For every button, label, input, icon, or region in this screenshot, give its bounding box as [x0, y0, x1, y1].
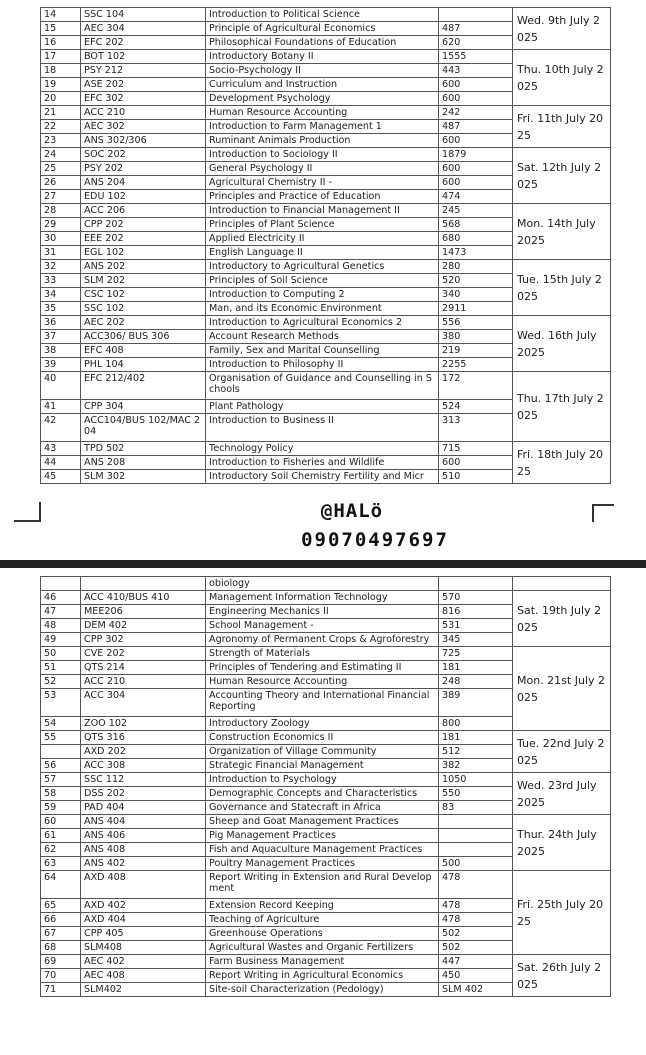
candidate-count-cell: 219 — [439, 344, 513, 358]
course-code-cell: EFC 212/402 — [81, 372, 206, 400]
candidate-count-cell: 1555 — [439, 50, 513, 64]
serial-cell: 43 — [41, 442, 81, 456]
course-title-cell: Family, Sex and Marital Counselling — [206, 344, 439, 358]
candidate-count-cell: 600 — [439, 92, 513, 106]
course-title-cell: obiology — [206, 577, 439, 591]
course-title-cell: Principles of Tendering and Estimating II — [206, 661, 439, 675]
exam-date-cell: Wed. 16th July 2025 — [513, 316, 611, 372]
course-code-cell: DSS 202 — [81, 787, 206, 801]
watermark-handle: @HALö — [320, 500, 384, 522]
course-title-cell: Introductory Botany II — [206, 50, 439, 64]
course-title-cell: Strength of Materials — [206, 647, 439, 661]
course-code-cell: ANS 208 — [81, 456, 206, 470]
serial-cell: 61 — [41, 829, 81, 843]
course-code-cell: TPD 502 — [81, 442, 206, 456]
course-title-cell: Applied Electricity II — [206, 232, 439, 246]
course-title-cell: Farm Business Management — [206, 955, 439, 969]
course-code-cell: ACC 304 — [81, 689, 206, 717]
course-title-cell: Agronomy of Permanent Crops & Agroforestry — [206, 633, 439, 647]
course-code-cell: CVE 202 — [81, 647, 206, 661]
candidate-count-cell: 2911 — [439, 302, 513, 316]
candidate-count-cell — [439, 8, 513, 22]
course-title-cell: Demographic Concepts and Characteristics — [206, 787, 439, 801]
course-code-cell: CSC 102 — [81, 288, 206, 302]
candidate-count-cell: 531 — [439, 619, 513, 633]
course-title-cell: Agricultural Chemistry II - — [206, 176, 439, 190]
course-code-cell: ACC306/ BUS 306 — [81, 330, 206, 344]
serial-cell: 29 — [41, 218, 81, 232]
candidate-count-cell: 510 — [439, 470, 513, 484]
serial-cell: 48 — [41, 619, 81, 633]
course-code-cell: ACC 308 — [81, 759, 206, 773]
candidate-count-cell: 478 — [439, 899, 513, 913]
page-divider — [0, 560, 646, 568]
course-title-cell: Extension Record Keeping — [206, 899, 439, 913]
course-title-cell: Fish and Aquaculture Management Practices — [206, 843, 439, 857]
candidate-count-cell: 313 — [439, 414, 513, 442]
exam-date-cell: Mon. 21st July 2025 — [513, 647, 611, 731]
course-title-cell: Technology Policy — [206, 442, 439, 456]
candidate-count-cell: 478 — [439, 913, 513, 927]
course-code-cell: ASE 202 — [81, 78, 206, 92]
course-title-cell: General Psychology II — [206, 162, 439, 176]
candidate-count-cell: 600 — [439, 456, 513, 470]
serial-cell: 35 — [41, 302, 81, 316]
exam-date-cell: Fri. 11th July 2025 — [513, 106, 611, 148]
candidate-count-cell: 487 — [439, 120, 513, 134]
course-code-cell: SSC 112 — [81, 773, 206, 787]
serial-cell: 20 — [41, 92, 81, 106]
candidate-count-cell: 512 — [439, 745, 513, 759]
candidate-count-cell — [439, 815, 513, 829]
candidate-count-cell: 524 — [439, 400, 513, 414]
serial-cell: 21 — [41, 106, 81, 120]
table-row — [41, 577, 611, 591]
exam-date-cell: Tue. 15th July 2025 — [513, 260, 611, 316]
table-row — [41, 316, 611, 330]
course-title-cell: Management Information Technology — [206, 591, 439, 605]
course-code-cell: ANS 302/306 — [81, 134, 206, 148]
exam-timetable-bottom — [40, 576, 611, 997]
course-title-cell: Man, and its Economic Environment — [206, 302, 439, 316]
course-title-cell: Pig Management Practices — [206, 829, 439, 843]
serial-cell: 34 — [41, 288, 81, 302]
serial-cell: 24 — [41, 148, 81, 162]
course-code-cell: ANS 406 — [81, 829, 206, 843]
candidate-count-cell: 816 — [439, 605, 513, 619]
course-code-cell: ZOO 102 — [81, 717, 206, 731]
course-code-cell: AXD 408 — [81, 871, 206, 899]
table-row — [41, 591, 611, 605]
course-title-cell: Introductory Zoology — [206, 717, 439, 731]
candidate-count-cell: 600 — [439, 134, 513, 148]
serial-cell: 33 — [41, 274, 81, 288]
candidate-count-cell: 389 — [439, 689, 513, 717]
candidate-count-cell: 500 — [439, 857, 513, 871]
serial-cell: 59 — [41, 801, 81, 815]
exam-date-cell: Sat. 19th July 2025 — [513, 591, 611, 647]
candidate-count-cell: 520 — [439, 274, 513, 288]
exam-date-cell: Mon. 14th July 2025 — [513, 204, 611, 260]
serial-cell: 47 — [41, 605, 81, 619]
course-title-cell: Introduction to Financial Management II — [206, 204, 439, 218]
table-row — [41, 204, 611, 218]
course-code-cell: SLM408 — [81, 941, 206, 955]
serial-cell: 51 — [41, 661, 81, 675]
exam-date-cell: Fri. 18th July 2025 — [513, 442, 611, 484]
table-row — [41, 8, 611, 22]
course-code-cell: AEC 202 — [81, 316, 206, 330]
serial-cell: 14 — [41, 8, 81, 22]
exam-date-cell: Thu. 17th July 2025 — [513, 372, 611, 442]
serial-cell: 36 — [41, 316, 81, 330]
serial-cell: 45 — [41, 470, 81, 484]
serial-cell: 68 — [41, 941, 81, 955]
serial-cell: 67 — [41, 927, 81, 941]
course-title-cell: Sheep and Goat Management Practices — [206, 815, 439, 829]
candidate-count-cell: 245 — [439, 204, 513, 218]
course-title-cell: Construction Economics II — [206, 731, 439, 745]
table-row — [41, 442, 611, 456]
serial-cell: 41 — [41, 400, 81, 414]
candidate-count-cell: 478 — [439, 871, 513, 899]
candidate-count-cell: 1879 — [439, 148, 513, 162]
candidate-count-cell — [439, 577, 513, 591]
serial-cell: 55 — [41, 731, 81, 745]
course-title-cell: Principles of Plant Science — [206, 218, 439, 232]
course-title-cell: Site-soil Characterization (Pedology) — [206, 983, 439, 997]
course-code-cell: CPP 202 — [81, 218, 206, 232]
serial-cell: 26 — [41, 176, 81, 190]
course-title-cell: Introduction to Fisheries and Wildlife — [206, 456, 439, 470]
candidate-count-cell: 382 — [439, 759, 513, 773]
course-code-cell: ANS 402 — [81, 857, 206, 871]
course-code-cell: QTS 316 — [81, 731, 206, 745]
course-title-cell: Teaching of Agriculture — [206, 913, 439, 927]
course-code-cell: PHL 104 — [81, 358, 206, 372]
exam-date-cell: Tue. 22nd July 2025 — [513, 731, 611, 773]
course-title-cell: Account Research Methods — [206, 330, 439, 344]
serial-cell: 23 — [41, 134, 81, 148]
course-title-cell: Principles of Soil Science — [206, 274, 439, 288]
course-code-cell: AEC 302 — [81, 120, 206, 134]
exam-date-cell: Sat. 12th July 2025 — [513, 148, 611, 204]
serial-cell: 58 — [41, 787, 81, 801]
serial-cell: 52 — [41, 675, 81, 689]
serial-cell: 42 — [41, 414, 81, 442]
candidate-count-cell: 345 — [439, 633, 513, 647]
candidate-count-cell: 680 — [439, 232, 513, 246]
course-code-cell: AXD 402 — [81, 899, 206, 913]
table-row — [41, 871, 611, 899]
candidate-count-cell: 447 — [439, 955, 513, 969]
course-code-cell: CPP 304 — [81, 400, 206, 414]
course-title-cell: Introduction to Philosophy II — [206, 358, 439, 372]
course-title-cell: Development Psychology — [206, 92, 439, 106]
course-code-cell: MEE206 — [81, 605, 206, 619]
candidate-count-cell: 450 — [439, 969, 513, 983]
serial-cell: 65 — [41, 899, 81, 913]
serial-cell: 63 — [41, 857, 81, 871]
candidate-count-cell: 1473 — [439, 246, 513, 260]
course-code-cell: EDU 102 — [81, 190, 206, 204]
serial-cell: 19 — [41, 78, 81, 92]
table-row — [41, 955, 611, 969]
table-row — [41, 148, 611, 162]
course-title-cell: Principle of Agricultural Economics — [206, 22, 439, 36]
serial-cell: 31 — [41, 246, 81, 260]
serial-cell: 15 — [41, 22, 81, 36]
course-code-cell: ACC 210 — [81, 106, 206, 120]
candidate-count-cell: 600 — [439, 162, 513, 176]
serial-cell: 22 — [41, 120, 81, 134]
candidate-count-cell: 550 — [439, 787, 513, 801]
course-code-cell: PSY 212 — [81, 64, 206, 78]
candidate-count-cell: 487 — [439, 22, 513, 36]
course-code-cell: EGL 102 — [81, 246, 206, 260]
course-title-cell: Human Resource Accounting — [206, 106, 439, 120]
serial-cell: 30 — [41, 232, 81, 246]
course-code-cell: ACC104/BUS 102/MAC 204 — [81, 414, 206, 442]
candidate-count-cell: 340 — [439, 288, 513, 302]
course-code-cell: CPP 405 — [81, 927, 206, 941]
timetable-page-bottom — [0, 568, 646, 1055]
course-code-cell: ANS 202 — [81, 260, 206, 274]
candidate-count-cell: 83 — [439, 801, 513, 815]
course-code-cell: SLM 302 — [81, 470, 206, 484]
serial-cell: 18 — [41, 64, 81, 78]
course-title-cell: English Language II — [206, 246, 439, 260]
course-title-cell: Socio-Psychology II — [206, 64, 439, 78]
candidate-count-cell: 248 — [439, 675, 513, 689]
course-code-cell: SLM 202 — [81, 274, 206, 288]
table-row — [41, 260, 611, 274]
course-title-cell: Governance and Statecraft in Africa — [206, 801, 439, 815]
course-title-cell: Introduction to Agricultural Economics 2 — [206, 316, 439, 330]
course-code-cell: PAD 404 — [81, 801, 206, 815]
course-title-cell: Introduction to Political Science — [206, 8, 439, 22]
serial-cell — [41, 745, 81, 759]
table-row — [41, 731, 611, 745]
course-title-cell: Philosophical Foundations of Education — [206, 36, 439, 50]
course-title-cell: Agricultural Wastes and Organic Fertilizers — [206, 941, 439, 955]
serial-cell: 17 — [41, 50, 81, 64]
course-code-cell: ACC 210 — [81, 675, 206, 689]
serial-cell: 37 — [41, 330, 81, 344]
serial-cell: 56 — [41, 759, 81, 773]
course-code-cell: EFC 302 — [81, 92, 206, 106]
serial-cell: 49 — [41, 633, 81, 647]
exam-date-cell: Thu. 10th July 2025 — [513, 50, 611, 106]
course-code-cell: ANS 204 — [81, 176, 206, 190]
candidate-count-cell: 502 — [439, 927, 513, 941]
candidate-count-cell: 242 — [439, 106, 513, 120]
candidate-count-cell: SLM 402 — [439, 983, 513, 997]
course-code-cell: SLM402 — [81, 983, 206, 997]
course-code-cell: ANS 404 — [81, 815, 206, 829]
course-code-cell: ANS 408 — [81, 843, 206, 857]
candidate-count-cell: 800 — [439, 717, 513, 731]
serial-cell: 53 — [41, 689, 81, 717]
exam-timetable-top — [40, 7, 611, 484]
course-code-cell: ACC 206 — [81, 204, 206, 218]
candidate-count-cell: 600 — [439, 176, 513, 190]
course-title-cell: Poultry Management Practices — [206, 857, 439, 871]
course-title-cell: Introduction to Computing 2 — [206, 288, 439, 302]
serial-cell: 40 — [41, 372, 81, 400]
serial-cell — [41, 577, 81, 591]
course-code-cell: AEC 304 — [81, 22, 206, 36]
course-title-cell: Introduction to Psychology — [206, 773, 439, 787]
course-title-cell: Introduction to Sociology II — [206, 148, 439, 162]
timetable-page-top — [0, 0, 646, 502]
serial-cell: 32 — [41, 260, 81, 274]
course-title-cell: Principles and Practice of Education — [206, 190, 439, 204]
serial-cell: 64 — [41, 871, 81, 899]
candidate-count-cell — [439, 843, 513, 857]
candidate-count-cell: 1050 — [439, 773, 513, 787]
serial-cell: 44 — [41, 456, 81, 470]
course-title-cell: Accounting Theory and International Financial Reporting — [206, 689, 439, 717]
course-code-cell: AXD 202 — [81, 745, 206, 759]
course-title-cell: Plant Pathology — [206, 400, 439, 414]
course-code-cell: CPP 302 — [81, 633, 206, 647]
table-row — [41, 372, 611, 400]
candidate-count-cell: 568 — [439, 218, 513, 232]
course-title-cell: Ruminant Animals Production — [206, 134, 439, 148]
course-title-cell: Introduction to Farm Management 1 — [206, 120, 439, 134]
exam-date-cell — [513, 577, 611, 591]
candidate-count-cell: 172 — [439, 372, 513, 400]
course-code-cell: QTS 214 — [81, 661, 206, 675]
serial-cell: 69 — [41, 955, 81, 969]
course-code-cell: EEE 202 — [81, 232, 206, 246]
serial-cell: 25 — [41, 162, 81, 176]
serial-cell: 60 — [41, 815, 81, 829]
exam-date-cell: Wed. 23rd July 2025 — [513, 773, 611, 815]
table-row — [41, 106, 611, 120]
course-title-cell: Report Writing in Agricultural Economics — [206, 969, 439, 983]
candidate-count-cell: 2255 — [439, 358, 513, 372]
serial-cell: 54 — [41, 717, 81, 731]
course-title-cell: School Management - — [206, 619, 439, 633]
candidate-count-cell: 181 — [439, 661, 513, 675]
course-code-cell: SSC 102 — [81, 302, 206, 316]
serial-cell: 62 — [41, 843, 81, 857]
course-code-cell: BOT 102 — [81, 50, 206, 64]
course-code-cell: EFC 202 — [81, 36, 206, 50]
course-code-cell: ACC 410/BUS 410 — [81, 591, 206, 605]
course-code-cell: EFC 408 — [81, 344, 206, 358]
course-code-cell: AEC 402 — [81, 955, 206, 969]
candidate-count-cell: 600 — [439, 78, 513, 92]
course-title-cell: Report Writing in Extension and Rural Development — [206, 871, 439, 899]
course-code-cell: AEC 408 — [81, 969, 206, 983]
table-row — [41, 773, 611, 787]
exam-date-cell: Fri. 25th July 2025 — [513, 871, 611, 955]
candidate-count-cell: 280 — [439, 260, 513, 274]
serial-cell: 71 — [41, 983, 81, 997]
course-code-cell: PSY 202 — [81, 162, 206, 176]
candidate-count-cell — [439, 829, 513, 843]
candidate-count-cell: 443 — [439, 64, 513, 78]
course-code-cell — [81, 577, 206, 591]
course-title-cell: Greenhouse Operations — [206, 927, 439, 941]
exam-date-cell: Sat. 26th July 2025 — [513, 955, 611, 997]
serial-cell: 57 — [41, 773, 81, 787]
candidate-count-cell: 570 — [439, 591, 513, 605]
serial-cell: 27 — [41, 190, 81, 204]
candidate-count-cell: 474 — [439, 190, 513, 204]
candidate-count-cell: 181 — [439, 731, 513, 745]
serial-cell: 66 — [41, 913, 81, 927]
course-title-cell: Introduction to Business II — [206, 414, 439, 442]
candidate-count-cell: 502 — [439, 941, 513, 955]
course-title-cell: Organization of Village Community — [206, 745, 439, 759]
table-row — [41, 50, 611, 64]
course-code-cell: DEM 402 — [81, 619, 206, 633]
table-row — [41, 815, 611, 829]
course-title-cell: Organisation of Guidance and Counselling in Schools — [206, 372, 439, 400]
candidate-count-cell: 556 — [439, 316, 513, 330]
serial-cell: 38 — [41, 344, 81, 358]
course-title-cell: Introductory Soil Chemistry Fertility and Micr — [206, 470, 439, 484]
table-row — [41, 647, 611, 661]
course-title-cell: Engineering Mechanics II — [206, 605, 439, 619]
course-title-cell: Strategic Financial Management — [206, 759, 439, 773]
course-title-cell: Curriculum and Instruction — [206, 78, 439, 92]
serial-cell: 16 — [41, 36, 81, 50]
exam-date-cell: Wed. 9th July 2025 — [513, 8, 611, 50]
serial-cell: 39 — [41, 358, 81, 372]
candidate-count-cell: 715 — [439, 442, 513, 456]
serial-cell: 46 — [41, 591, 81, 605]
candidate-count-cell: 725 — [439, 647, 513, 661]
serial-cell: 70 — [41, 969, 81, 983]
candidate-count-cell: 380 — [439, 330, 513, 344]
course-code-cell: SSC 104 — [81, 8, 206, 22]
course-code-cell: SOC 202 — [81, 148, 206, 162]
course-title-cell: Introductory to Agricultural Genetics — [206, 260, 439, 274]
course-code-cell: AXD 404 — [81, 913, 206, 927]
serial-cell: 28 — [41, 204, 81, 218]
course-title-cell: Human Resource Accounting — [206, 675, 439, 689]
watermark-phone: 09070497697 — [301, 529, 449, 551]
candidate-count-cell: 620 — [439, 36, 513, 50]
serial-cell: 50 — [41, 647, 81, 661]
exam-date-cell: Thur. 24th July 2025 — [513, 815, 611, 871]
